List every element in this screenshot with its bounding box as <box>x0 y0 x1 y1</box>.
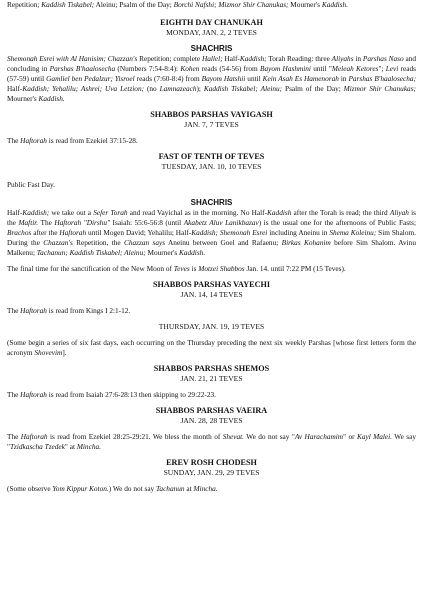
erev-paragraph: (Some observe Yom Kippur Koton.) We do not say Tachanun at Mincha. <box>7 484 218 493</box>
section-date: JAN. 7, 7 TEVES <box>184 120 239 129</box>
subheading-shachris: SHACHRIS <box>190 44 233 53</box>
section-heading: FAST OF TENTH OF TEVES <box>158 152 265 161</box>
section-date: JAN. 21, 21 TEVES <box>180 374 243 383</box>
vayechi-paragraph: The Haftorah is read from Kings I 2:1-12. <box>7 306 131 315</box>
subheading-shachris: SHACHRIS <box>190 198 233 207</box>
eighth-day-paragraph: Shemonah Esrei with Al Hanisim; Chazzan's Repetition; complete Hallel; Half-Kaddish; Torah Reading: three Aliyahs in Parshas Naso and concluding in Parshas B'haalosecha (Numbers 7:54-8:4): Kohen reads (54-56) from Bayom Hashmini until "Meleah Ketores"; Levi reads (57-59) until Gamliel ben Pedalzur; Yisroel reads (7:60-8:4) from Bayom Hatshii until Kein Asah Es Hamenorah in Parshas B'haalosecha; Half-Kaddish; Yehalilu; Ashrei; Uva Letzion; (no Lamnazeach); Kaddish Tiskabel; Aleinu; Psalm of the Day; Mizmor Shir Chanukas; Mourner's Kaddish. <box>7 54 417 103</box>
section-heading: SHABBOS PARSHAS SHEMOS <box>153 364 270 373</box>
section-date: MONDAY, JAN. 2, 2 TEVES <box>166 28 257 37</box>
section-date: TUESDAY, JAN. 10, 10 TEVES <box>161 162 262 171</box>
fast-paragraph: Half-Kaddish; we take out a Sefer Torah and read Vayichal as in the morning. No Half-Kaddish after the Torah is read; the third Aliyah is the Maftir. The Haftorah "Dirshu" Isaiah: 55:6-56:8 (until Akabetz Aluv Lanikbazav) is the usual one for the afternoons of Public Fasts; Brachos after the Haftorah until Mogen David; Yehalilu; Half-Kaddish; Shemonah Esrei including Aneinu in Shema Koleinu; Sim Shalom. During the Chazzan's Repetition, the Chazzan says Aneinu between Goel and Rafaenu; Birkas Kohanim before Sim Shalom. Avinu Malkenu; Tachanun; Kaddish Tiskabel; Aleinu; Mourner's Kaddish. <box>7 208 416 257</box>
section-date: JAN. 28, 28 TEVES <box>180 416 243 425</box>
public-fast-line: Public Fast Day. <box>7 180 55 189</box>
vaeira-paragraph: The Haftorah is read from Ezekiel 28:25-29:21. We bless the month of Shevat. We do not say "Av Harachamim" or Kayl Malei. We say "Tzidkascha Tzedek" at Mincha. <box>7 432 416 451</box>
section-heading: EREV ROSH CHODESH <box>166 458 257 467</box>
section-date: THURSDAY, JAN. 19, 19 TEVES <box>158 322 265 331</box>
continued-paragraph: Repetition; Kaddish Tiskabel; Aleinu; Psalm of the Day; Borchi Nafshi; Mizmor Shir Chanukas; Mourner's Kaddish. <box>7 0 348 9</box>
section-heading: SHABBOS PARSHAS VAEIRA <box>155 406 268 415</box>
new-moon-paragraph: The final time for the sanctification of the New Moon of Teves is Motzei Shabbos Jan. 14. until 7:22 PM (15 Teves). <box>7 264 346 273</box>
thursday-paragraph: (Some begin a series of six fast days, each occurring on the Thursday preceding the next six weekly Parshas [whose first letters form the acronym Shovevim]. <box>7 338 416 357</box>
section-date: JAN. 14, 14 TEVES <box>180 290 243 299</box>
vayigash-paragraph: The Haftorah is read from Ezekiel 37:15-28. <box>7 136 138 145</box>
section-heading: SHABBOS PARSHAS VAYIGASH <box>150 110 273 119</box>
section-heading: EIGHTH DAY CHANUKAH <box>160 18 263 27</box>
section-date: SUNDAY, JAN. 29, 29 TEVES <box>163 468 260 477</box>
section-heading: SHABBOS PARSHAS VAYECHI <box>152 280 271 289</box>
shemos-paragraph: The Haftorah is read from Isaiah 27:6-28:13 then skipping to 29:22-23. <box>7 390 216 399</box>
